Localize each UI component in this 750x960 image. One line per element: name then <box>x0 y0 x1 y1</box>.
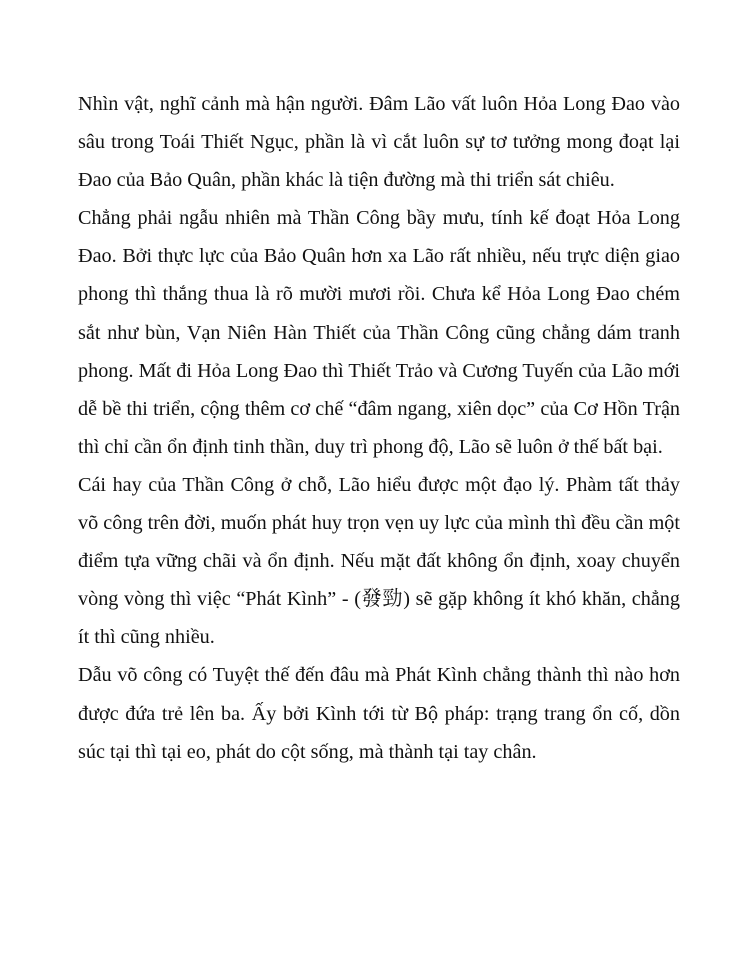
paragraph-2: Chẳng phải ngẫu nhiên mà Thần Công bầy mưu, tính kế đoạt Hỏa Long Đao. Bởi thực lực của Bảo Quân hơn xa Lão rất nhiều, nếu trực diện giao phong thì thắng thua là rõ mười mươi rồi. Chưa kể Hỏa Long Đao chém sắt như bùn, Vạn Niên Hàn Thiết của Thần Công cũng chẳng dám tranh phong. Mất đi Hỏa Long Đao thì Thiết Trảo và Cương Tuyến của Lão mới dễ bề thi triển, cộng thêm cơ chế “đâm ngang, xiên dọc” của Cơ Hồn Trận thì chỉ cần ổn định tinh thần, duy trì phong độ, Lão sẽ luôn ở thế bất bại. <box>78 207 680 458</box>
paragraph-1: Nhìn vật, nghĩ cảnh mà hận người. Đâm Lão vất luôn Hỏa Long Đao vào sâu trong Toái Thiết Ngục, phần là vì cắt luôn sự tơ tưởng mong đoạt lại Đao của Bảo Quân, phần khác là tiện đường mà thi triển sát chiêu. <box>78 93 680 192</box>
document-body <box>78 85 680 771</box>
paragraph-3: Cái hay của Thần Công ở chỗ, Lão hiểu được một đạo lý. Phàm tất thảy võ công trên đời, muốn phát huy trọn vẹn uy lực của mình thì đều cần một điểm tựa vững chãi và ổn định. Nếu mặt đất không ổn định, xoay chuyển vòng vòng thì việc “Phát Kình” - (發勁) sẽ gặp không ít khó khăn, chẳng ít thì cũng nhiều. <box>78 473 680 649</box>
paragraph-4: Dẫu võ công có Tuyệt thế đến đâu mà Phát Kình chẳng thành thì nào hơn được đứa trẻ lên ba. Ấy bởi Kình tới từ Bộ pháp: trạng trang ổn cố, dồn súc tại thì tại eo, phát do cột sống, mà thành tại tay chân. <box>78 664 680 763</box>
